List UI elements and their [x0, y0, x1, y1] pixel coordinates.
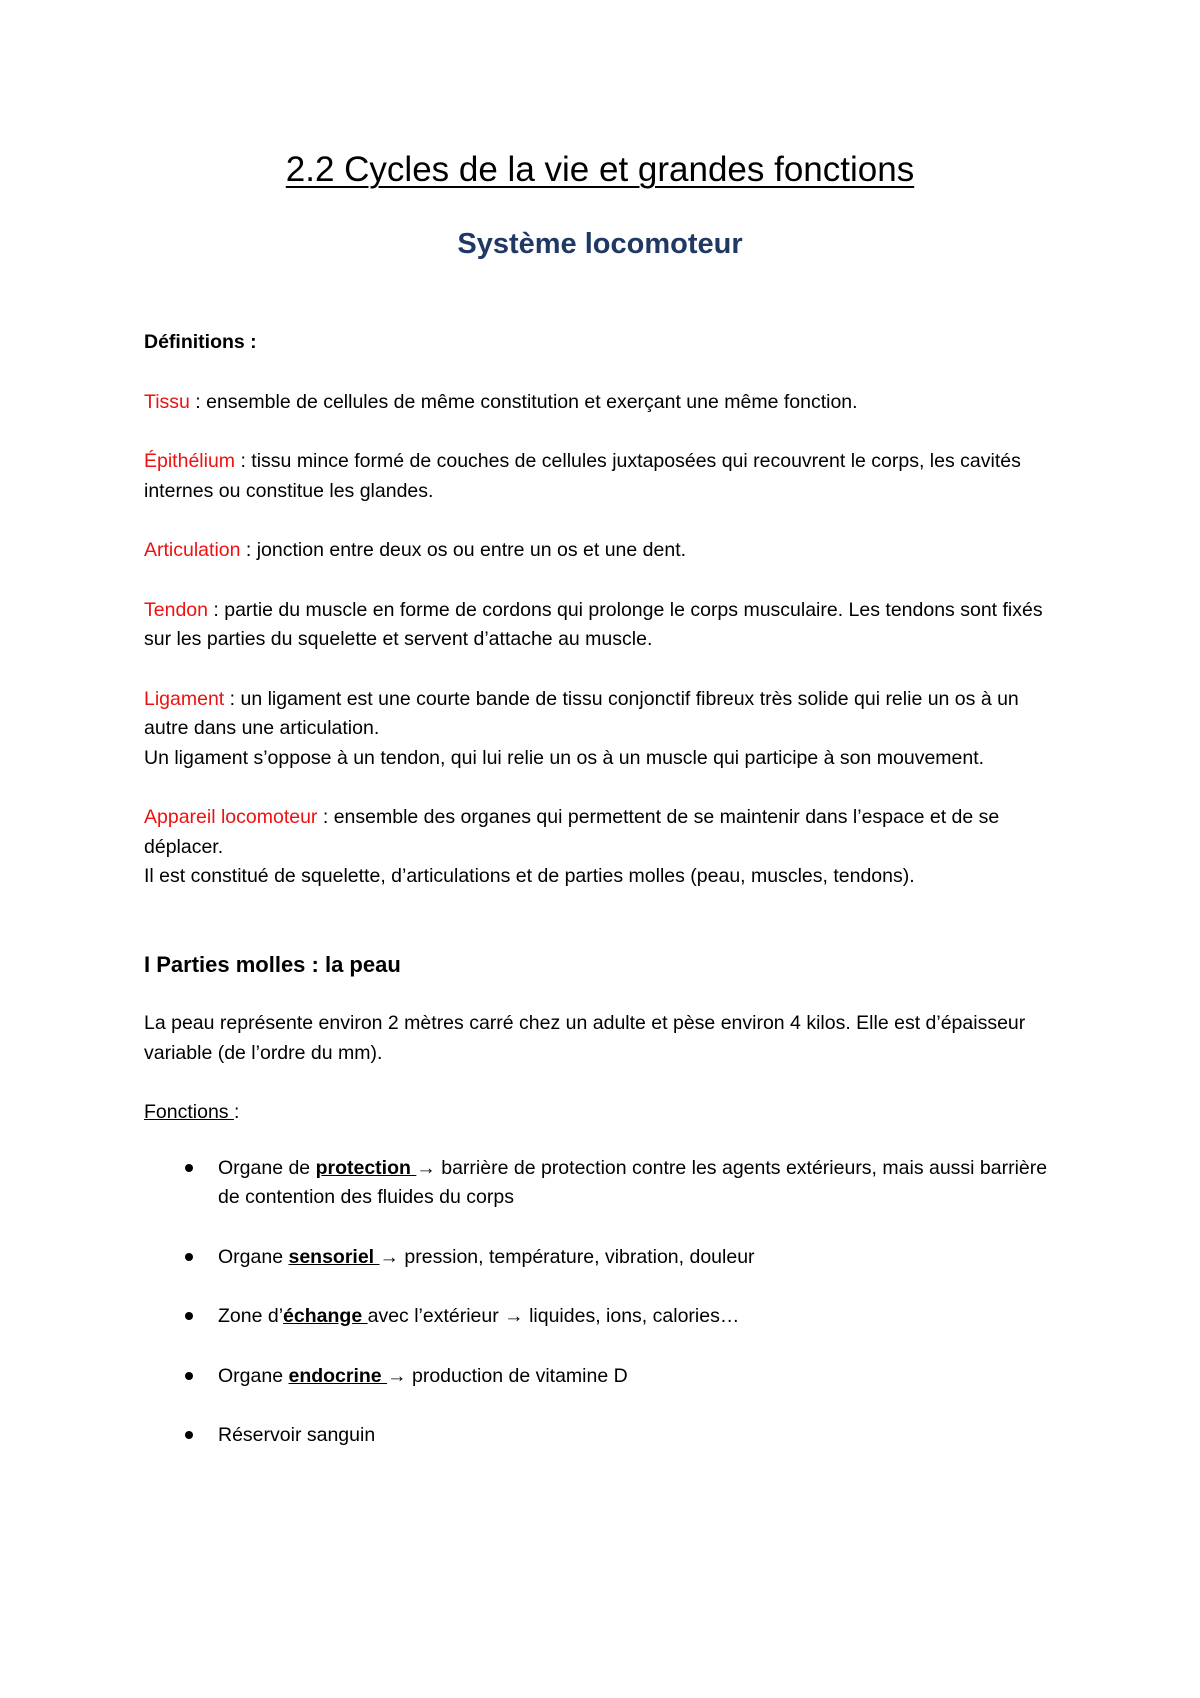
page-subtitle: Système locomoteur [457, 228, 743, 260]
fonctions-label [144, 1098, 1064, 1128]
definition-term: Tendon [144, 598, 208, 621]
bullet-prefix: Organe de [218, 1156, 316, 1179]
fonctions-colon: : [233, 1101, 240, 1123]
list-item [144, 1302, 1064, 1332]
bullet-icon [185, 1253, 193, 1261]
definition-term: Articulation [144, 539, 241, 561]
fonctions-list [144, 1154, 1064, 1451]
bullet-text: barrière de protection contre les agents extérieurs, mais aussi barrière de contention des fluides du corps [218, 1156, 1048, 1208]
bullet-text: liquides, ions, calories… [523, 1305, 740, 1327]
definition-ligament-extra: Un ligament s’oppose à un tendon, qui lui relie un os à un muscle qui participe à son mouvement. [144, 746, 985, 769]
definition-appareil-locomoteur [144, 803, 1064, 862]
bullet-middle: avec l’extérieur [367, 1305, 505, 1327]
arrow-right-icon: → [416, 1156, 436, 1179]
bullet-text: Réservoir sanguin [218, 1424, 376, 1446]
definition-epithelium [144, 447, 1064, 506]
bullet-keyword: protection [315, 1156, 417, 1179]
list-item [144, 1243, 1064, 1273]
list-item [144, 1362, 1064, 1392]
definition-text: : un ligament est une courte bande de tissu conjonctif fibreux très solide qui relie un os à un autre dans une articulation. [144, 687, 1019, 739]
bullet-icon [185, 1312, 193, 1320]
bullet-icon [185, 1164, 193, 1172]
definition-tendon [144, 596, 1064, 655]
definition-ligament [144, 685, 1064, 744]
definition-term: Épithélium [144, 450, 236, 472]
bullet-icon [185, 1372, 193, 1380]
bullet-keyword: sensoriel [288, 1245, 380, 1268]
fonctions-label-text: Fonctions [144, 1101, 234, 1123]
definition-term: Tissu [144, 390, 190, 413]
bullet-keyword: échange [283, 1305, 368, 1327]
bullet-prefix: Organe [218, 1364, 289, 1387]
section-intro: La peau représente environ 2 mètres carré chez un adulte et pèse environ 4 kilos. Elle est d’épaisseur variable (de l’ordre du mm). [144, 1012, 1026, 1064]
definition-articulation [144, 536, 1064, 566]
definition-appareil-extra: Il est constitué de squelette, d’articulations et de parties molles (peau, muscles, tendons). [144, 865, 915, 887]
definition-text: : partie du muscle en forme de cordons qui prolonge le corps musculaire. Les tendons sont fixés sur les parties du squelette et servent d’attache au muscle. [144, 598, 1043, 650]
bullet-icon [185, 1431, 193, 1439]
definition-term: Ligament [144, 687, 225, 710]
arrow-right-icon: → [387, 1364, 407, 1387]
definition-text: : jonction entre deux os ou entre un os et une dent. [240, 539, 687, 561]
bullet-keyword: endocrine [288, 1364, 388, 1387]
section-heading: I Parties molles : la peau [144, 951, 401, 977]
definition-tissu [144, 388, 1064, 418]
arrow-right-icon: → [379, 1245, 400, 1268]
list-item [144, 1154, 1064, 1213]
bullet-prefix: Organe [218, 1245, 289, 1268]
definitions-heading: Définitions : [144, 331, 257, 353]
definition-text: : ensemble de cellules de même constitution et exerçant une même fonction. [189, 390, 858, 413]
document-body [144, 328, 1064, 1481]
arrow-right-icon: → [504, 1305, 524, 1327]
definition-text: : tissu mince formé de couches de cellules juxtaposées qui recouvrent le corps, les cavités internes ou constitue les glandes. [144, 450, 1021, 502]
list-item [144, 1421, 1064, 1451]
definition-term: Appareil locomoteur [144, 806, 318, 828]
bullet-text: pression, température, vibration, douleur [399, 1245, 755, 1268]
bullet-prefix: Zone d’ [218, 1305, 284, 1327]
page-title: 2.2 Cycles de la vie et grandes fonctions [285, 150, 915, 189]
definition-text: : ensemble des organes qui permettent de se maintenir dans l’espace et de se déplacer. [144, 806, 1000, 858]
bullet-text: production de vitamine D [406, 1364, 628, 1387]
